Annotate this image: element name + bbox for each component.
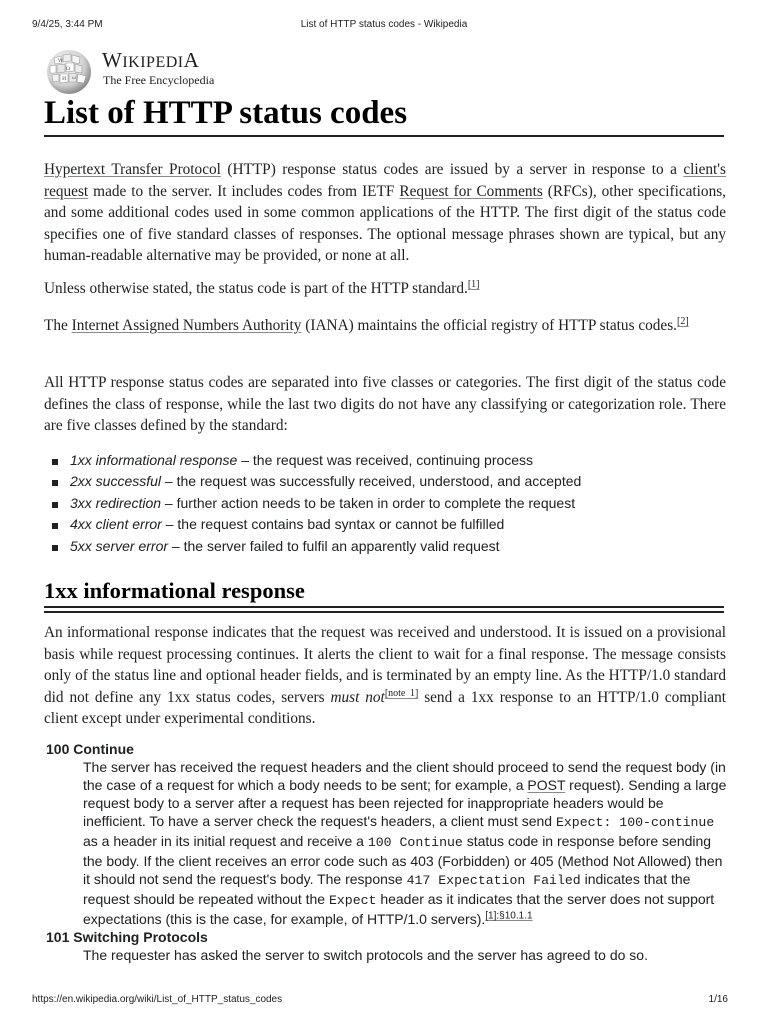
citation-1[interactable]: [1] bbox=[467, 278, 480, 290]
svg-text:Ω: Ω bbox=[66, 66, 71, 72]
note-1[interactable]: [note 1] bbox=[384, 687, 419, 699]
page-number: 1/16 bbox=[708, 994, 728, 1005]
title-divider bbox=[44, 135, 724, 137]
svg-text:ω: ω bbox=[72, 75, 77, 81]
standard-note-paragraph: Unless otherwise stated, the status code is part of the HTTP standard.[1] bbox=[44, 278, 480, 297]
citation-2[interactable]: [2] bbox=[677, 315, 689, 327]
term-101-switching-protocols: 101 Switching Protocols bbox=[46, 929, 208, 945]
code-expect-100: Expect: 100-continue bbox=[555, 815, 715, 830]
desc-101-switching-protocols: The requester has asked the server to switch protocols and the server has agreed to do so. bbox=[83, 947, 648, 963]
bullet-icon bbox=[52, 480, 58, 486]
classes-paragraph: All HTTP response status codes are separated into five classes or categories. The first digit of the status code defines the class of response, while the last two digits do not have any classifying or categorization role. There are five classes defined by the standard: bbox=[44, 374, 726, 435]
link-request-for-comments[interactable]: Request for Comments bbox=[399, 182, 543, 200]
intro-paragraph: Hypertext Transfer Protocol (HTTP) response status codes are issued by a server in response to a client's request made to the server. It includes codes from IETF Request for Comments (RFCs), other specifications, and some additional codes used in some common applications of the HTTP. The first digit of the status code specifies one of five standard classes of responses. The optional message phrases shown are typical, but any human-readable alternative may be provided, or none at all. bbox=[44, 161, 726, 265]
section-heading-1xx: 1xx informational response bbox=[44, 578, 305, 603]
code-100-continue: 100 Continue bbox=[367, 835, 463, 850]
status-class-list bbox=[44, 450, 724, 557]
bullet-icon bbox=[52, 459, 58, 465]
wikipedia-globe-icon bbox=[44, 46, 94, 96]
wikipedia-tagline: The Free Encyclopedia bbox=[103, 73, 215, 87]
desc-100-continue: The server has received the request headers and the client should proceed to send the request body (in the case of a request for which a body needs to be sent; for example, a POST request). Sending a large request body to a server after a request has been rejected for inappropriate headers would be inefficient. To have a server check the request's headers, a client must send Expect: 100-continue as a header in its initial request and receive a 100 Continue status code in response before sending the body. If the client receives an error code such as 403 (Forbidden) or 405 (Method Not Allowed) then it should not send the request's body. The response 417 Expectation Failed indicates that the request should be repeated without the Expect header as it indicates that the server does not support expectations (this is the case, for example, of HTTP/1.0 servers).$^{[1]:\S 10.1.1}$ bbox=[83, 759, 727, 927]
print-header bbox=[32, 19, 736, 33]
print-doc-title: List of HTTP status codes - Wikipedia bbox=[300, 19, 468, 30]
status-code-definitions bbox=[46, 740, 728, 964]
bullet-icon bbox=[52, 545, 58, 551]
bullet-icon bbox=[52, 523, 58, 529]
link-clients-request[interactable]: client's request bbox=[44, 161, 726, 200]
page-title: List of HTTP status codes bbox=[44, 95, 408, 131]
list-item: 4xx client error – the request contains bad syntax or cannot be fulfilled bbox=[44, 514, 724, 535]
citation-1-section[interactable]: [1]:§10.1.1 bbox=[485, 910, 533, 922]
svg-text:W: W bbox=[58, 58, 64, 64]
code-expect: Expect bbox=[328, 893, 377, 908]
wikipedia-wordmark: WIKIPEDIA bbox=[102, 48, 200, 72]
section-divider bbox=[44, 606, 724, 613]
bullet-icon bbox=[52, 502, 58, 508]
svg-text:И: И bbox=[62, 76, 67, 82]
list-item: 3xx redirection – further action needs to be taken in order to complete the request bbox=[44, 493, 724, 514]
section-1xx-intro: An informational response indicates that the request was received and understood. It is issued on a provisional basis while request processing continues. It alerts the client to wait for a final response. The message consists only of the status line and optional header fields, and is terminated by an empty line. As the HTTP/1.0 standard did not define any 1xx status codes, servers must not[note 1] send a 1xx response to an HTTP/1.0 compliant client except under experimental conditions. bbox=[44, 624, 726, 728]
print-footer bbox=[32, 994, 736, 1008]
list-item: 1xx informational response – the request was received, continuing process bbox=[44, 450, 724, 471]
link-iana[interactable]: Internet Assigned Numbers Authority bbox=[71, 317, 302, 334]
print-datetime: 9/4/25, 3:44 PM bbox=[32, 19, 103, 30]
list-item: 5xx server error – the server failed to fulfil an apparently valid request bbox=[44, 536, 724, 557]
list-item: 2xx successful – the request was successfully received, understood, and accepted bbox=[44, 471, 724, 492]
iana-paragraph: The Internet Assigned Numbers Authority (IANA) maintains the official registry of HTTP status codes.[2] bbox=[44, 315, 689, 334]
code-417: 417 Expectation Failed bbox=[406, 873, 581, 888]
term-100-continue: 100 Continue bbox=[46, 741, 134, 757]
link-post[interactable]: POST bbox=[527, 777, 566, 793]
print-url: https://en.wikipedia.org/wiki/List_of_HTTP_status_codes bbox=[32, 994, 283, 1005]
link-hypertext-transfer-protocol[interactable]: Hypertext Transfer Protocol bbox=[44, 161, 221, 178]
